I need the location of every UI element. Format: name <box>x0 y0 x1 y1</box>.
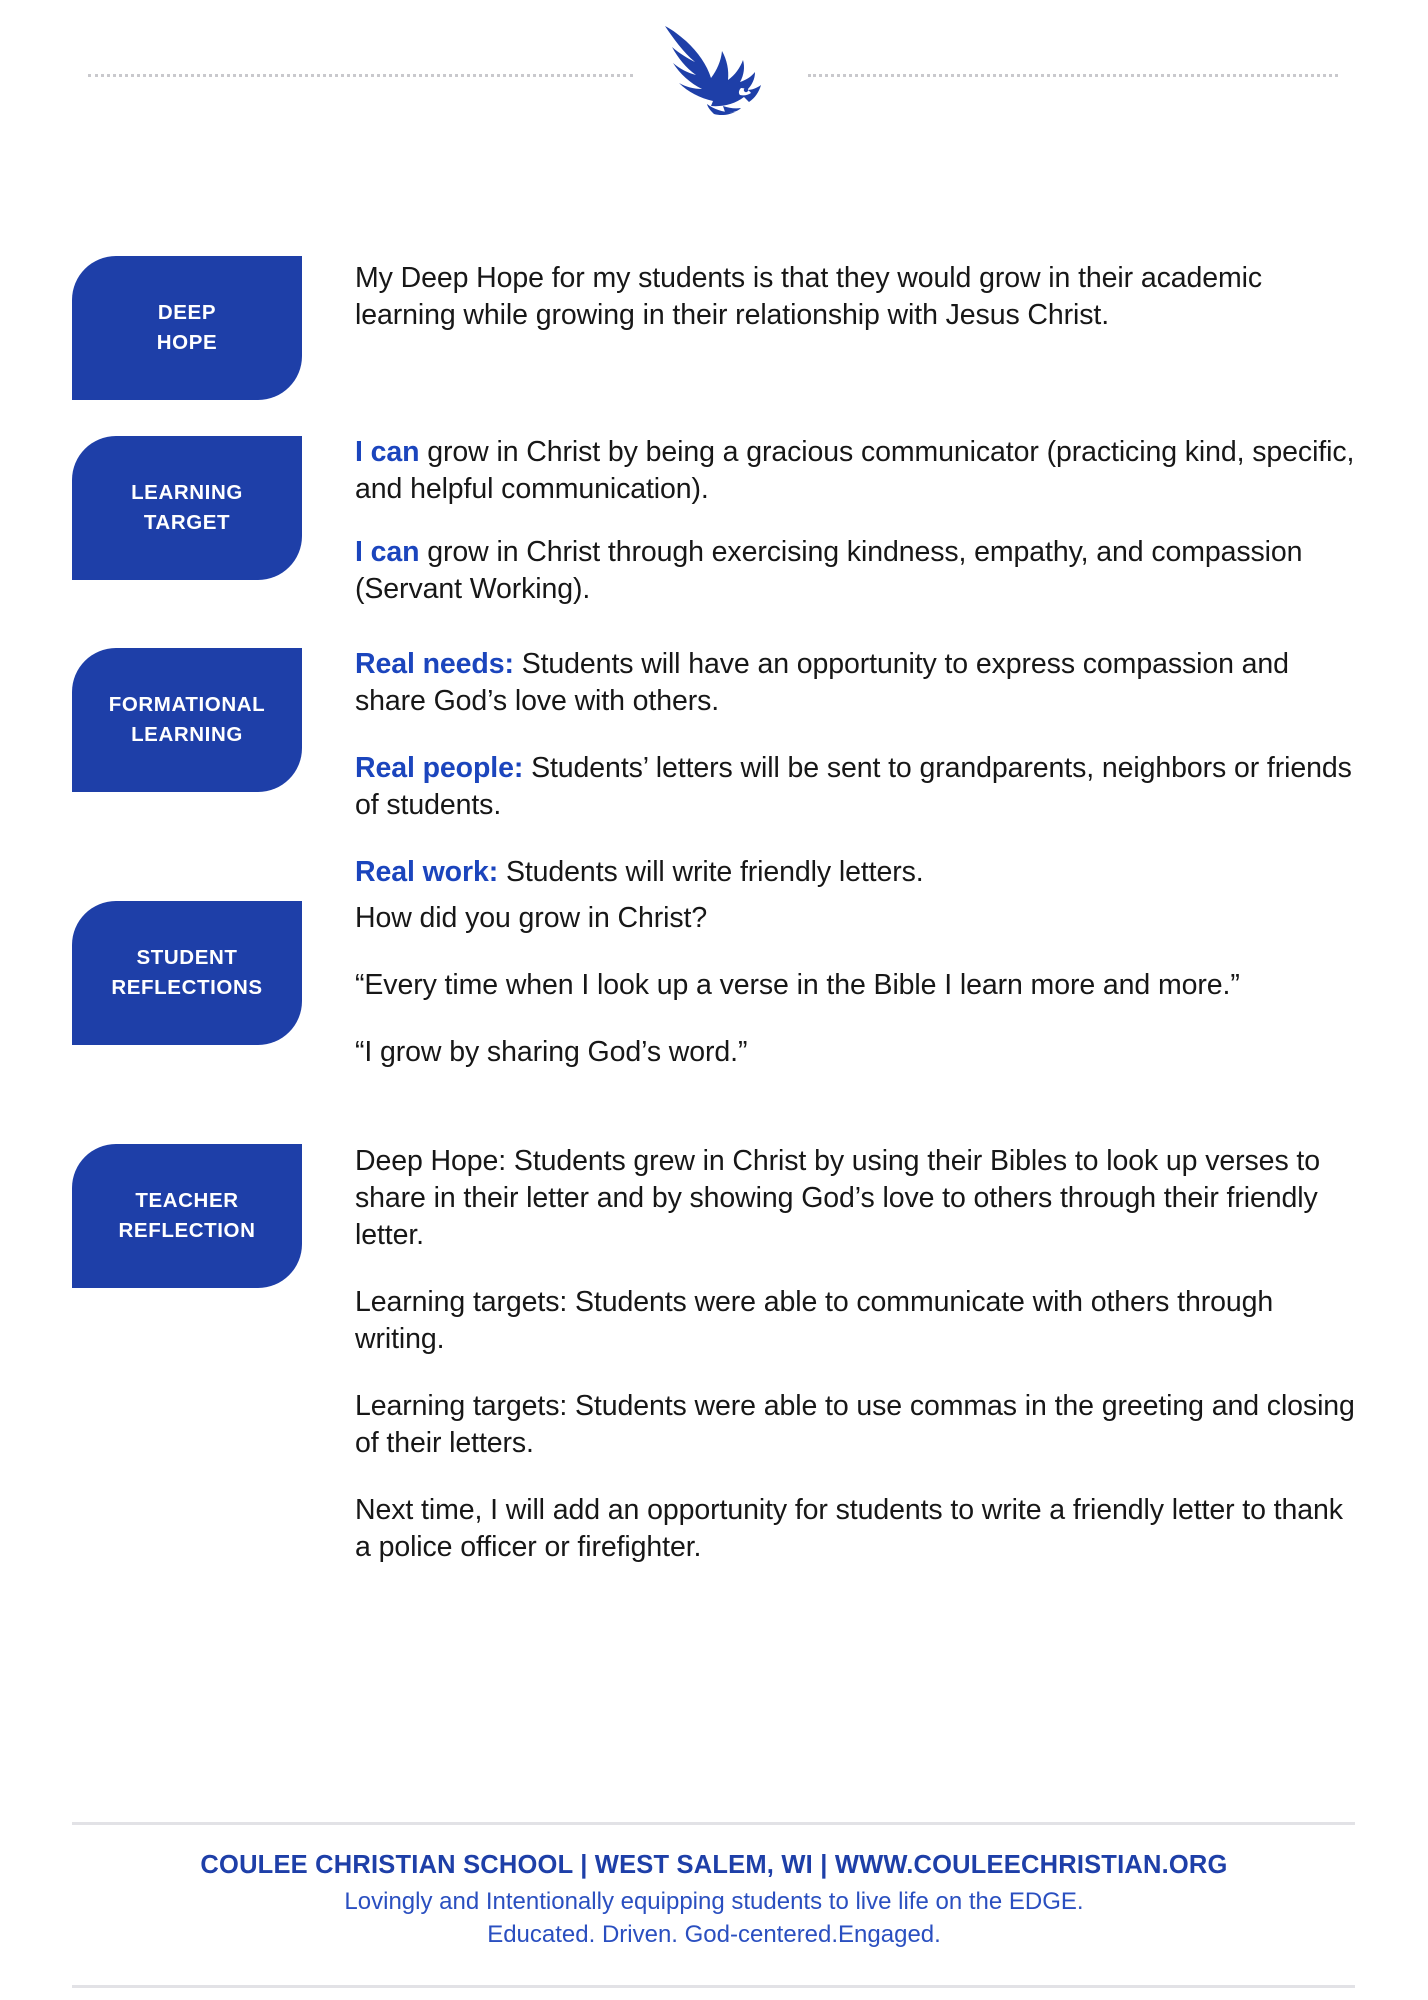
paragraph <box>355 967 1365 1004</box>
paragraph <box>355 1034 1365 1071</box>
paragraph-text: Learning targets: Students were able to use commas in the greeting and closing of their letters. <box>355 1390 1355 1460</box>
paragraph <box>355 260 1365 334</box>
paragraph-text: Learning targets: Students were able to communicate with others through writing. <box>355 1286 1274 1356</box>
paragraph-text: Students’ letters will be sent to grandparents, neighbors or friends of students. <box>355 752 1352 822</box>
section-tab-label-line2: TARGET <box>143 511 231 534</box>
paragraph <box>355 854 1365 891</box>
section-tab-deep-hope <box>72 256 302 400</box>
section-tab-teacher-reflection <box>72 1144 302 1288</box>
footer-divider <box>72 1822 1355 1825</box>
paragraph-lead: Real work: <box>355 856 499 889</box>
footer-tagline: Lovingly and Intentionally equipping students to live life on the EDGE. <box>344 1888 1084 1916</box>
paragraph <box>355 646 1365 720</box>
section-tab-formational-learning <box>72 648 302 792</box>
page-footer <box>0 1848 1428 1951</box>
paragraph <box>355 1492 1365 1566</box>
paragraph-text: Students will write friendly letters. <box>498 856 924 889</box>
paragraph-text: grow in Christ by being a gracious communicator (practicing kind, specific, and helpful communication). <box>355 436 1355 506</box>
page-header <box>0 0 1428 118</box>
section-body-deep-hope <box>355 260 1365 334</box>
paragraph <box>355 434 1365 508</box>
header-rule-right <box>808 74 1338 77</box>
paragraph-lead: Real people: <box>355 752 524 785</box>
section-tab-label-line1: TEACHER <box>135 1189 239 1213</box>
paragraph-text: “I grow by sharing God’s word.” <box>355 1036 748 1069</box>
footer-bottom-rule <box>72 1985 1355 1988</box>
paragraph <box>355 900 1365 937</box>
section-tab-label-line2: REFLECTIONS <box>111 976 263 999</box>
header-rule-left <box>88 74 633 77</box>
paragraph <box>355 534 1365 608</box>
paragraph-text: Students will have an opportunity to express compassion and share God’s love with others. <box>355 648 1289 718</box>
paragraph-text: My Deep Hope for my students is that they would grow in their academic learning while growing in their relationship with Jesus Christ. <box>355 262 1263 332</box>
section-body-learning-target <box>355 434 1365 608</box>
paragraph-lead: I can <box>355 536 420 569</box>
eagle-logo <box>645 18 775 116</box>
footer-school-line: COULEE CHRISTIAN SCHOOL | WEST SALEM, WI | WWW.COULEECHRISTIAN.ORG <box>200 1851 1228 1879</box>
paragraph <box>355 1143 1365 1254</box>
section-tab-label-line1: DEEP <box>157 301 217 325</box>
section-tab-label-line2: REFLECTION <box>118 1219 256 1242</box>
section-tab-label-line2: LEARNING <box>131 723 243 746</box>
paragraph <box>355 750 1365 824</box>
paragraph-text: Deep Hope: Students grew in Christ by using their Bibles to look up verses to share in their letter and by showing God’s love to others through their friendly letter. <box>355 1145 1320 1252</box>
section-tab-student-reflections <box>72 901 302 1045</box>
paragraph <box>355 1388 1365 1462</box>
paragraph-text: How did you grow in Christ? <box>355 902 708 934</box>
section-tab-learning-target <box>72 436 302 580</box>
section-tab-label-line1: STUDENT <box>136 946 238 970</box>
section-body-formational-learning <box>355 646 1365 891</box>
paragraph-text: Next time, I will add an opportunity for students to write a friendly letter to thank a police officer or firefighter. <box>355 1494 1343 1564</box>
section-body-student-reflections <box>355 900 1365 1071</box>
section-body-teacher-reflection <box>355 1143 1365 1566</box>
paragraph-lead: Real needs: <box>355 648 514 680</box>
section-tab-label-line1: FORMATIONAL <box>108 693 266 717</box>
section-tab-label-line2: HOPE <box>156 331 218 354</box>
paragraph-lead: I can <box>355 436 420 468</box>
footer-values: Educated. Driven. God-centered.Engaged. <box>487 1920 941 1948</box>
paragraph <box>355 1284 1365 1358</box>
paragraph-text: grow in Christ through exercising kindness, empathy, and compassion (Servant Working). <box>355 536 1303 606</box>
paragraph-text: “Every time when I look up a verse in the Bible I learn more and more.” <box>355 969 1240 1002</box>
section-tab-label-line1: LEARNING <box>131 481 243 505</box>
